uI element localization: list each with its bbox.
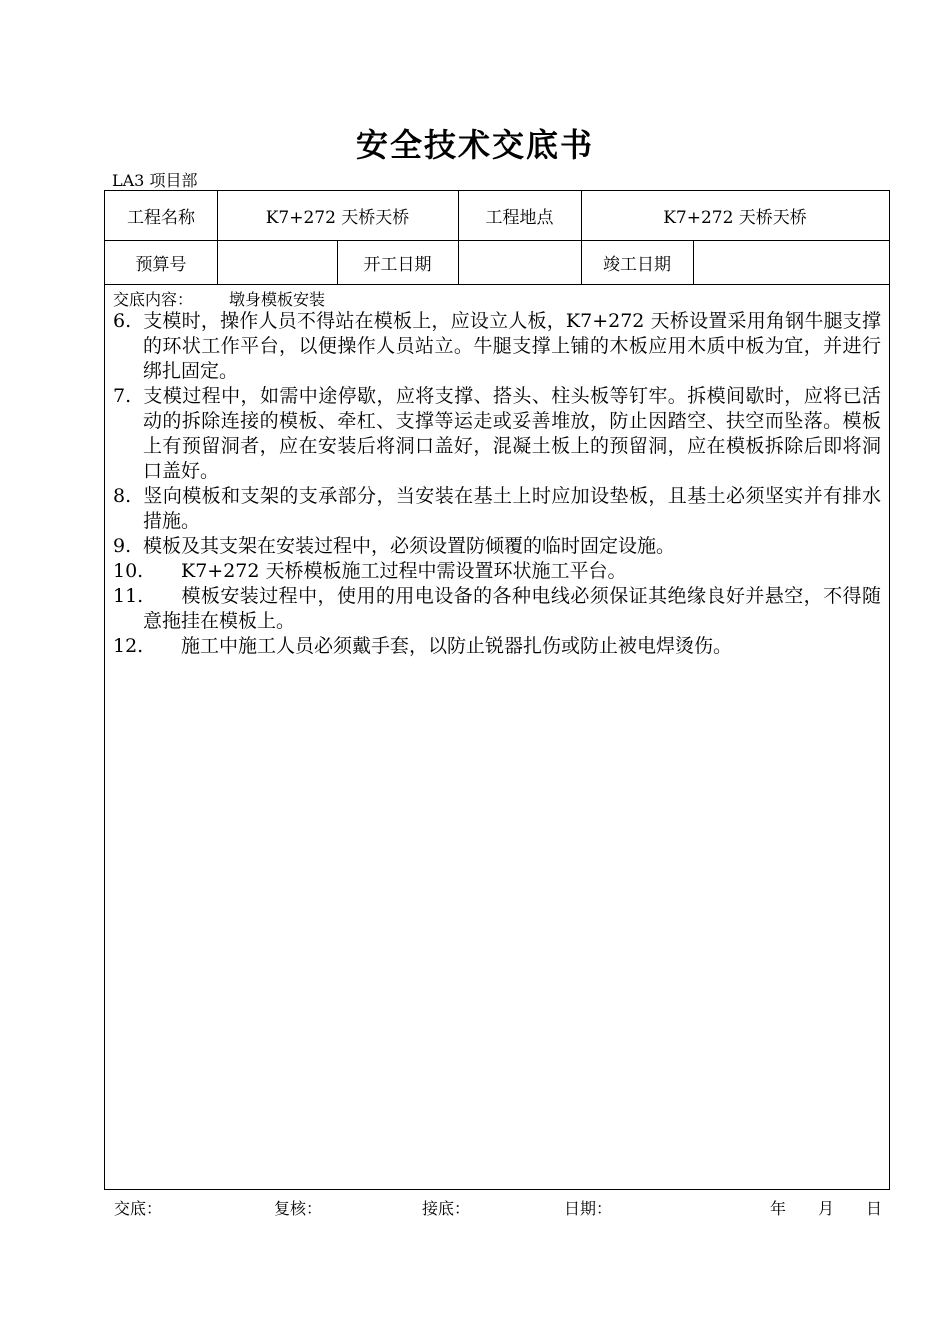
start-date-value (458, 241, 581, 284)
item-text: 模板安装过程中，使用的用电设备的各种电线必须保证其绝缘良好并悬空，不得随意拖挂在模板上。 (143, 585, 881, 632)
item-text: 施工中施工人员必须戴手套，以防止锐器扎伤或防止被电焊烫伤。 (181, 635, 733, 657)
item-number: 6. (113, 310, 132, 332)
month-label: 月 (818, 1199, 835, 1218)
list-item (113, 559, 881, 584)
header-row-2 (105, 241, 889, 285)
disclosure-form (104, 190, 890, 1190)
item-number: 8. (113, 485, 132, 507)
content-heading (113, 287, 881, 309)
year-label: 年 (770, 1199, 787, 1218)
list-item (113, 309, 881, 384)
receive-label: 接底： (422, 1199, 471, 1218)
list-item (113, 584, 881, 634)
content-label: 交底内容： (113, 290, 194, 309)
item-text: 支模过程中，如需中途停歇，应将支撑、搭头、柱头板等钉牢。拆模间歇时，应将已活动的拆除连接的模板、牵杠、支撑等运走或妥善堆放，防止因踏空、扶空而坠落。模板上有预留洞者，应在安装后将洞口盖好，混凝土板上的预留洞，应在模板拆除后即将洞口盖好。 (143, 385, 881, 482)
item-text: K7+272 天桥模板施工过程中需设置环状施工平台。 (181, 560, 627, 582)
start-date-label: 开工日期 (363, 255, 432, 275)
list-item (113, 484, 881, 534)
day-label: 日 (866, 1199, 883, 1218)
header-row-1 (105, 191, 889, 241)
review-label: 复核： (274, 1199, 323, 1218)
item-number: 9. (113, 535, 132, 557)
location-value: K7+272 天桥天桥 (663, 208, 807, 228)
document-title: 安全技术交底书 (355, 126, 594, 164)
list-item (113, 634, 881, 659)
completion-date-label: 竣工日期 (603, 255, 671, 275)
item-number: 7. (113, 385, 132, 407)
item-number: 11. (113, 585, 144, 607)
content-topic: 墩身模板安装 (229, 290, 326, 309)
project-name-label: 工程名称 (127, 208, 195, 228)
list-item (113, 384, 881, 484)
signature-footer (104, 1196, 890, 1216)
date-label: 日期： (564, 1199, 613, 1218)
item-text: 模板及其支架在安装过程中，必须设置防倾覆的临时固定设施。 (143, 535, 676, 557)
budget-no-value (217, 241, 337, 284)
item-text: 竖向模板和支架的支承部分，当安装在基土上时应加设垫板，且基土必须坚实并有排水措施。 (143, 485, 881, 532)
list-item (113, 534, 881, 559)
project-name-value: K7+272 天桥天桥 (265, 208, 410, 228)
item-number: 12. (113, 635, 144, 657)
item-text: 支模时，操作人员不得站在模板上，应设立人板，K7+272 天桥设置采用角钢牛腿支撑的环状工作平台，以便操作人员站立。牛腿支撑上铺的木板应用木质中板为宜，并进行绑扎固定。 (143, 310, 881, 382)
department-label: LA3 项目部 (112, 171, 198, 190)
completion-date-value (693, 241, 889, 284)
content-area (105, 285, 889, 659)
budget-no-label: 预算号 (135, 255, 187, 275)
location-label: 工程地点 (485, 208, 554, 228)
disclose-label: 交底： (114, 1199, 163, 1218)
item-number: 10. (113, 560, 144, 582)
